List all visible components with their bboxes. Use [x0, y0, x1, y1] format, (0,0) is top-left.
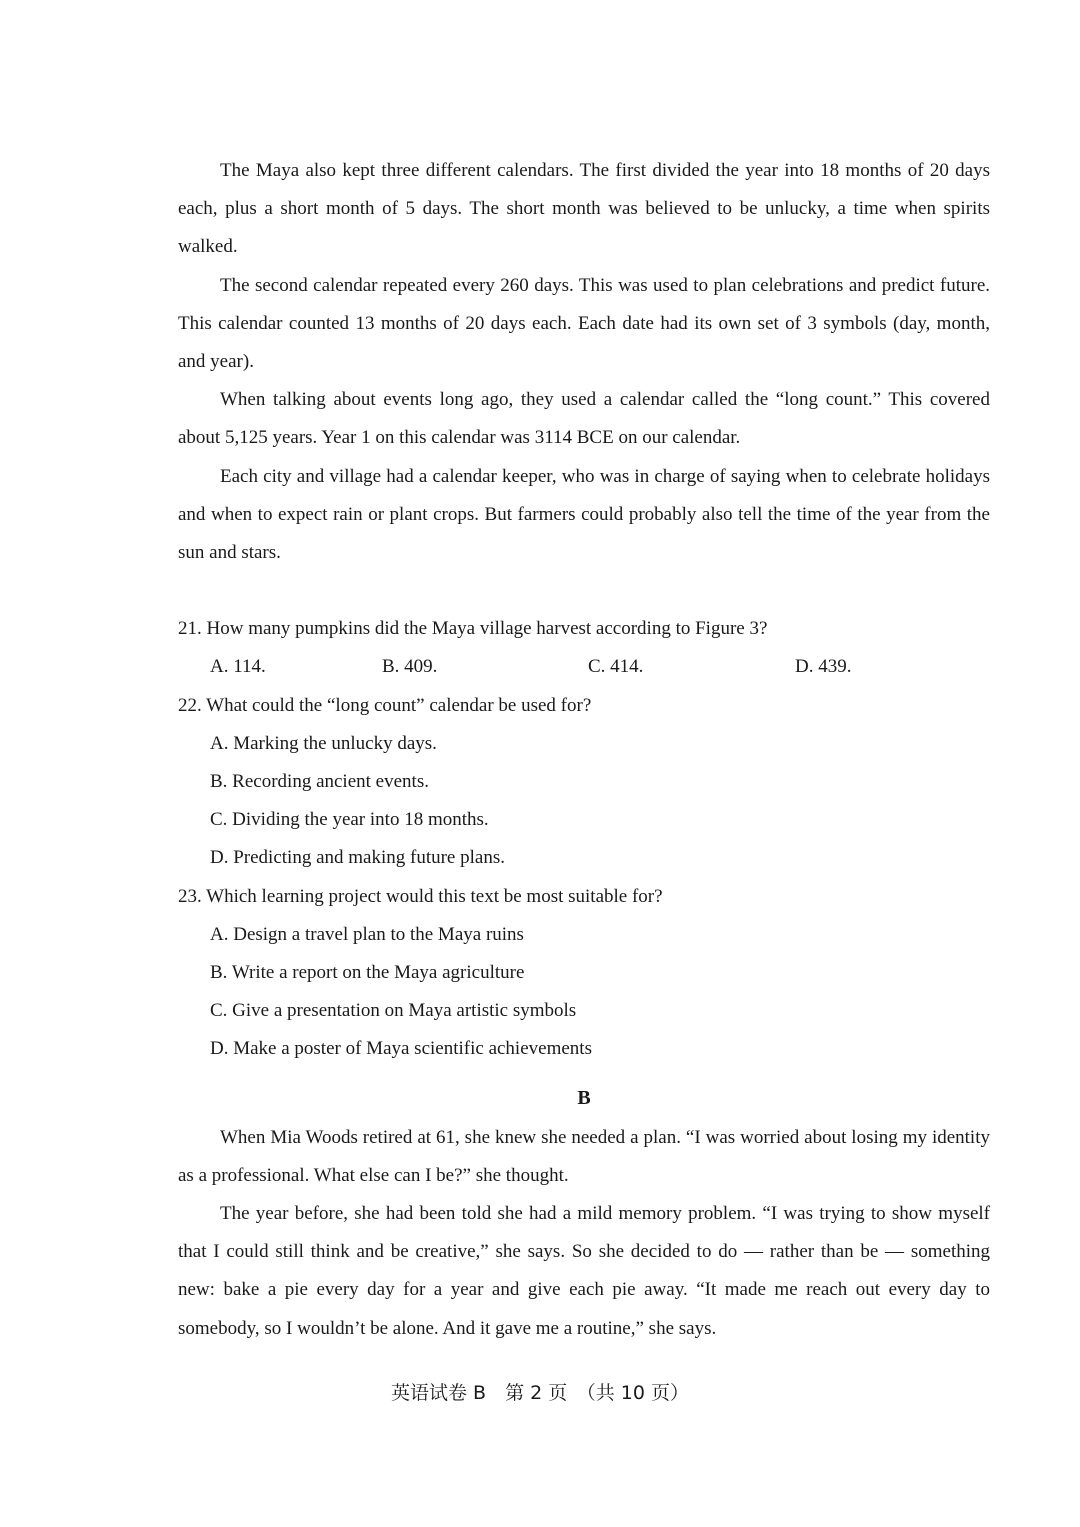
option-b: B. Write a report on the Maya agriculture [210, 962, 525, 984]
passage-a-paragraph-4: Each city and village had a calendar keeper, who was in charge of saying when to celebrate holidays and when to expect rain or plant crops. But farmers could probably also tell the time of the year from the sun and stars. [178, 465, 990, 564]
question-22 [178, 687, 990, 878]
option-b: B. Recording ancient events. [210, 771, 429, 793]
option-d: D. 439. [795, 656, 852, 678]
question-stem: 22. What could the “long count” calendar be used for? [178, 694, 592, 716]
option-c: C. 414. [588, 656, 644, 678]
option-a: A. Marking the unlucky days. [210, 732, 437, 754]
option-d: D. Make a poster of Maya scientific achievements [210, 1038, 592, 1060]
options-row [178, 648, 990, 686]
spacer [178, 572, 990, 610]
question-stem: 23. Which learning project would this text be most suitable for? [178, 885, 663, 907]
passage-b-paragraph-2: The year before, she had been told she had a mild memory problem. “I was trying to show myself that I could still think and be creative,” she says. So she decided to do — rather than be — something new: bake a pie every day for a year and give each pie away. “It made me reach out every day to somebody, so I wouldn’t be alone. And it gave me a routine,” she says. [178, 1203, 990, 1339]
page-footer: 英语试卷 B 第 2 页 （共 10 页） [391, 1382, 689, 1404]
option-c: C. Dividing the year into 18 months. [210, 809, 489, 831]
question-stem: 21. How many pumpkins did the Maya village harvest according to Figure 3? [178, 618, 768, 640]
question-21 [178, 610, 990, 686]
option-a: A. Design a travel plan to the Maya ruins [210, 923, 524, 945]
passage-a-paragraph-1: The Maya also kept three different calendars. The first divided the year into 18 months of 20 days each, plus a short month of 5 days. The short month was believed to be unlucky, a time when spirits walked. [178, 160, 990, 258]
option-a: A. 114. [210, 656, 266, 678]
section-title: B [577, 1086, 591, 1109]
question-23 [178, 878, 990, 1069]
passage-a [178, 152, 990, 572]
passage-a-paragraph-2: The second calendar repeated every 260 days. This was used to plan celebrations and predict future. This calendar counted 13 months of 20 days each. Each date had its own set of 3 symbols (day, month, and year). [178, 274, 990, 373]
exam-page [178, 152, 990, 1348]
option-d: D. Predicting and making future plans. [210, 847, 505, 869]
passage-a-paragraph-3: When talking about events long ago, they used a calendar called the “long count.” This covered about 5,125 years. Year 1 on this calendar was 3114 BCE on our calendar. [178, 389, 990, 449]
option-c: C. Give a presentation on Maya artistic symbols [210, 1000, 577, 1022]
passage-b-paragraph-1: When Mia Woods retired at 61, she knew she needed a plan. “I was worried about losing my identity as a professional. What else can I be?” she thought. [178, 1126, 990, 1186]
passage-b [178, 1079, 990, 1348]
option-b: B. 409. [382, 656, 438, 678]
